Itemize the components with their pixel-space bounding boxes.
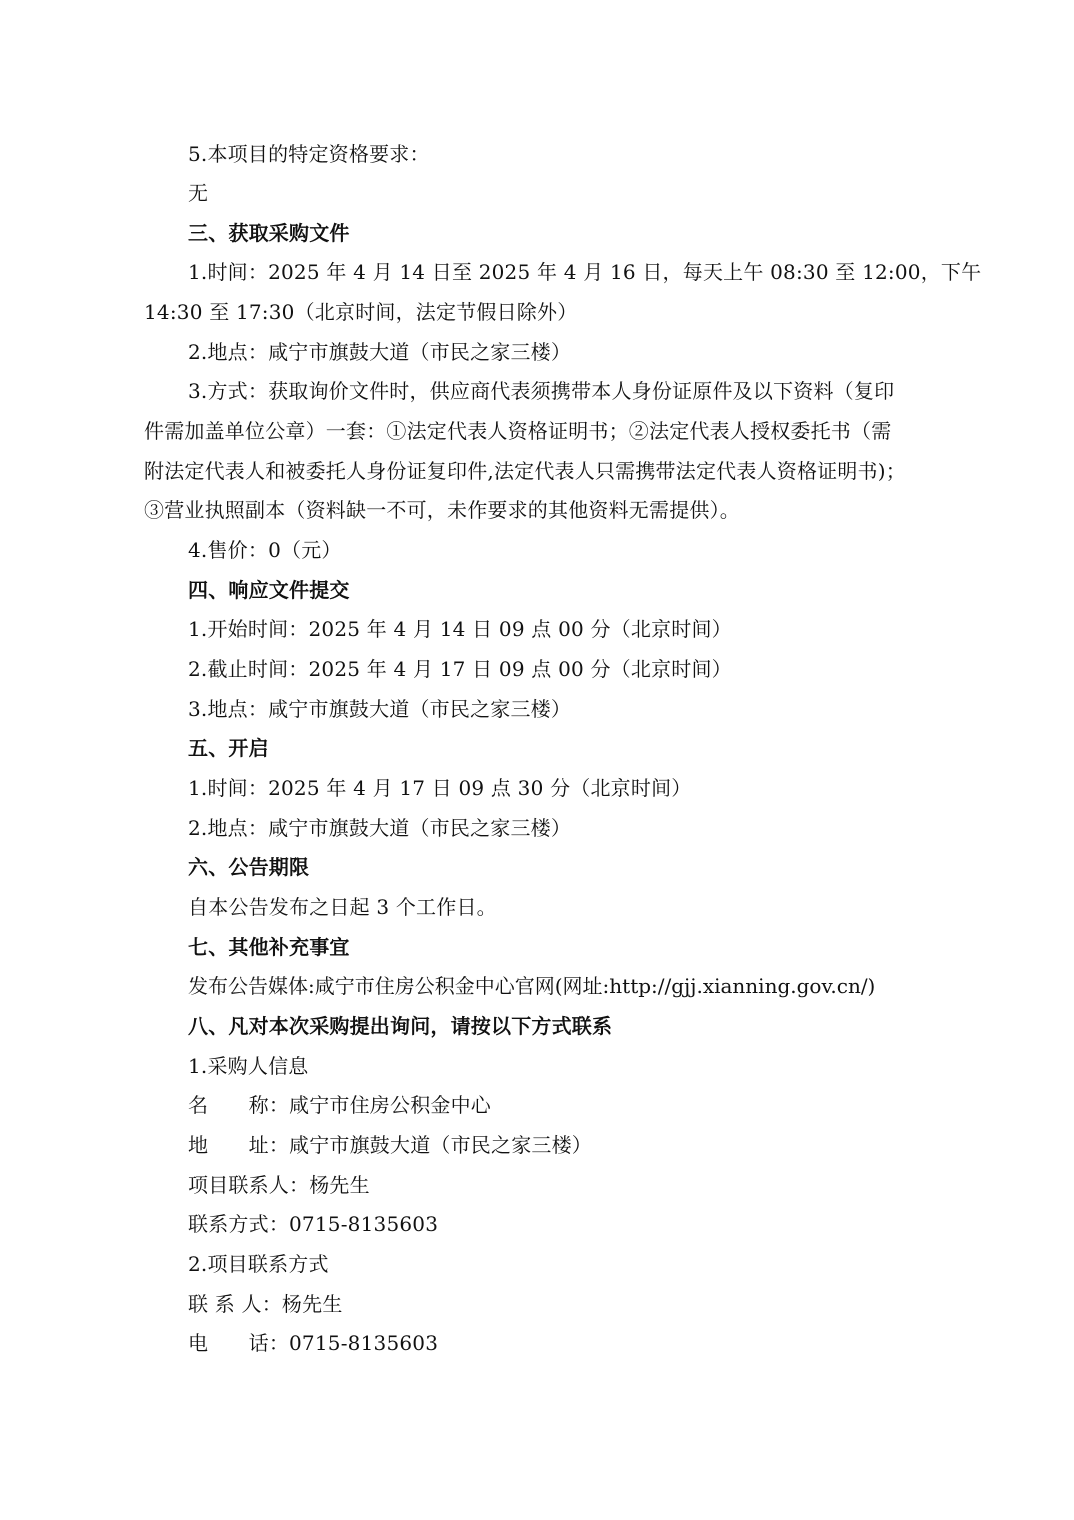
s8-buyer-title: 1.采购人信息 [188, 1054, 309, 1078]
s5-place: 2.地点：咸宁市旗鼓大道（市民之家三楼） [188, 816, 572, 840]
s8-phone-label: 联系方式 [188, 1212, 269, 1236]
section-7-heading: 七、其他补充事宜 [188, 935, 350, 959]
s6-text: 自本公告发布之日起 3 个工作日。 [188, 895, 497, 919]
s8-address-row [188, 1131, 592, 1159]
section-5-heading: 五、开启 [188, 736, 269, 760]
s8-project-contact-label: 联 系 人 [188, 1292, 262, 1316]
s8-contact-value: ：杨先生 [289, 1173, 370, 1197]
section-3-heading: 三、获取采购文件 [188, 221, 350, 245]
s8-project-phone-label: 电 话 [188, 1331, 269, 1355]
s8-project-contact-row [188, 1290, 343, 1318]
s3-price: 4.售价：0（元） [188, 538, 342, 562]
s8-name-row [188, 1091, 491, 1119]
s3-time-line-1: 1.时间：2025 年 4 月 14 日至 2025 年 4 月 16 日，每天上午 08:30 至 12:00，下午 [188, 260, 982, 284]
s3-method-line-4: ③营业执照副本（资料缺一不可，未作要求的其他资料无需提供）。 [144, 498, 740, 522]
s8-phone-value: ：0715-8135603 [268, 1212, 439, 1236]
s3-method-line-2: 件需加盖单位公章）一套：①法定代表人资格证明书；②法定代表人授权委托书（需 [144, 419, 892, 443]
s8-project-title: 2.项目联系方式 [188, 1252, 329, 1276]
s4-place: 3.地点：咸宁市旗鼓大道（市民之家三楼） [188, 697, 572, 721]
s8-contact-label: 项目联系人 [188, 1173, 289, 1197]
item5-value: 无 [188, 181, 209, 205]
s3-method-line-1: 3.方式：获取询价文件时，供应商代表须携带本人身份证原件及以下资料（复印 [188, 379, 895, 403]
section-6-heading: 六、公告期限 [188, 855, 310, 879]
s8-project-phone-row [188, 1329, 438, 1357]
s8-contact-row [188, 1171, 370, 1199]
s8-project-phone-value: ：0715-8135603 [268, 1331, 439, 1355]
s8-project-contact-value: ：杨先生 [261, 1292, 343, 1316]
s4-start-time: 1.开始时间：2025 年 4 月 14 日 09 点 00 分（北京时间） [188, 617, 732, 641]
s3-place: 2.地点：咸宁市旗鼓大道（市民之家三楼） [188, 340, 572, 364]
s8-phone-row [188, 1210, 438, 1238]
s4-deadline: 2.截止时间：2025 年 4 月 17 日 09 点 00 分（北京时间） [188, 657, 732, 681]
s8-name-label: 名 称 [188, 1093, 269, 1117]
section-8-heading: 八、凡对本次采购提出询问，请按以下方式联系 [188, 1014, 613, 1038]
item5-title: 5.本项目的特定资格要求： [188, 142, 430, 166]
s3-method-line-3: 附法定代表人和被委托人身份证复印件,法定代表人只需携带法定代表人资格证明书)； [144, 459, 906, 483]
s8-name-value: ：咸宁市住房公积金中心 [268, 1093, 492, 1117]
s8-address-label: 地 址 [188, 1133, 269, 1157]
s7-media-text: 发布公告媒体:咸宁市住房公积金中心官网(网址:http://gjj.xianning.gov.cn/) [188, 974, 876, 998]
s5-time: 1.时间：2025 年 4 月 17 日 09 点 30 分（北京时间） [188, 776, 692, 800]
s3-time-line-2: 14:30 至 17:30（北京时间，法定节假日除外） [144, 300, 578, 324]
s8-address-value: ：咸宁市旗鼓大道（市民之家三楼） [268, 1133, 593, 1157]
section-4-heading: 四、响应文件提交 [188, 578, 350, 602]
